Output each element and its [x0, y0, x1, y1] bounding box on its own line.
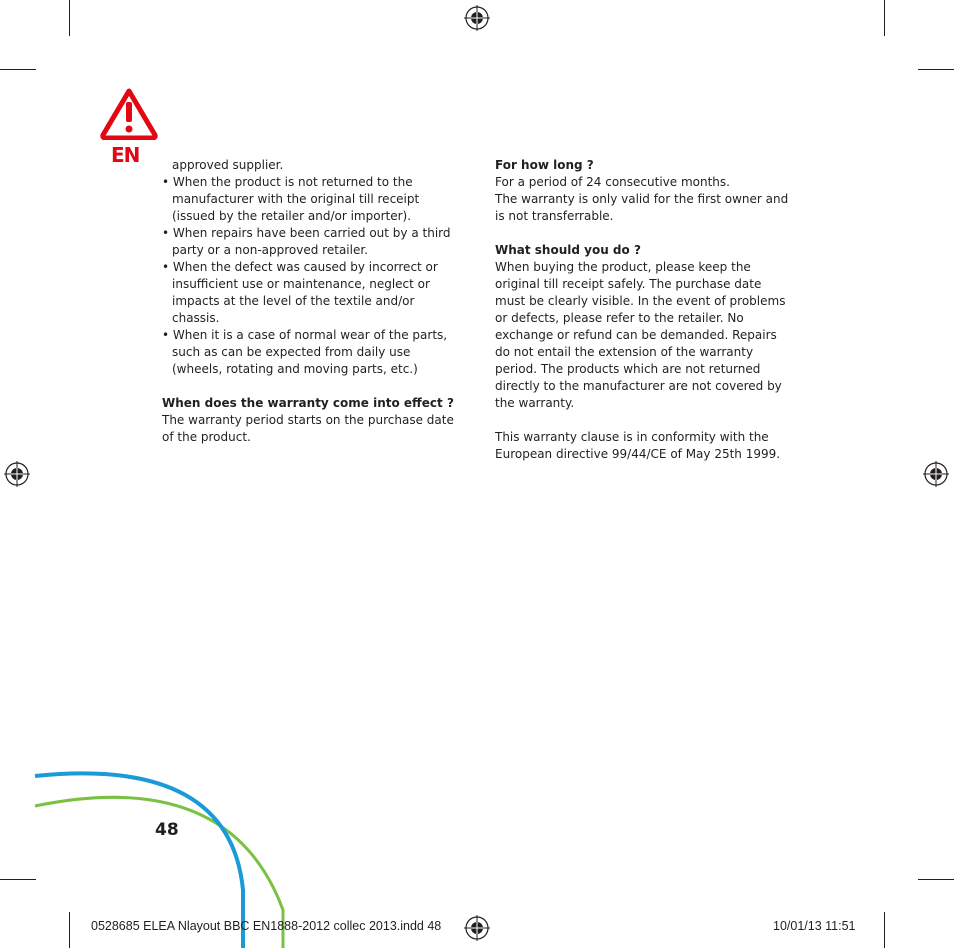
- crop-mark: [918, 879, 954, 880]
- list-item: • When the defect was caused by incorrect or insufficient use or maintenance, neglect or impacts at the level of the textile and/or chassis.: [162, 260, 438, 325]
- section-text: The warranty period starts on the purchase date of the product.: [162, 413, 454, 444]
- footer-file-label: 0528685 ELEA Nlayout BBC EN1888-2012 collec 2013.indd 48: [91, 919, 442, 933]
- section-heading: For how long ?: [495, 158, 594, 172]
- language-badge: EN: [111, 143, 140, 167]
- section-text: When buying the product, please keep the original till receipt safely. The purchase date must be clearly visible. In the event of problems or defects, please refer to the retailer. No exchange or refund can be demanded. Repairs do not entail the extension of the warranty period. The products which are not returned directly to the manufacturer are not covered by the warranty.: [495, 260, 786, 410]
- continuation-text: approved supplier.: [172, 158, 284, 172]
- crop-mark: [884, 0, 885, 36]
- left-column: [162, 157, 462, 446]
- conformity-text: This warranty clause is in conformity with the European directive 99/44/CE of May 25th 1999.: [495, 430, 781, 461]
- list-item: • When the product is not returned to the manufacturer with the original till receipt (issued by the retailer and/or importer).: [162, 175, 420, 223]
- section-heading: When does the warranty come into effect ?: [162, 396, 454, 410]
- crop-mark: [0, 69, 36, 70]
- section-heading: What should you do ?: [495, 243, 641, 257]
- section-text: The warranty is only valid for the first owner and is not transferrable.: [495, 192, 789, 223]
- right-column: [495, 157, 795, 463]
- registration-mark-icon: [464, 915, 490, 941]
- warning-triangle-icon: [100, 88, 158, 140]
- list-item: • When repairs have been carried out by a third party or a non-approved retailer.: [162, 226, 451, 257]
- crop-mark: [69, 0, 70, 36]
- crop-mark: [884, 912, 885, 948]
- section-text: For a period of 24 consecutive months.: [495, 175, 730, 189]
- footer-date-time: 10/01/13 11:51: [773, 919, 856, 933]
- page-number: 48: [155, 820, 179, 840]
- crop-mark: [918, 69, 954, 70]
- registration-mark-icon: [4, 461, 30, 487]
- registration-mark-icon: [923, 461, 949, 487]
- list-item: • When it is a case of normal wear of the parts, such as can be expected from daily use (wheels, rotating and moving parts, etc.): [162, 328, 448, 376]
- registration-mark-icon: [464, 5, 490, 31]
